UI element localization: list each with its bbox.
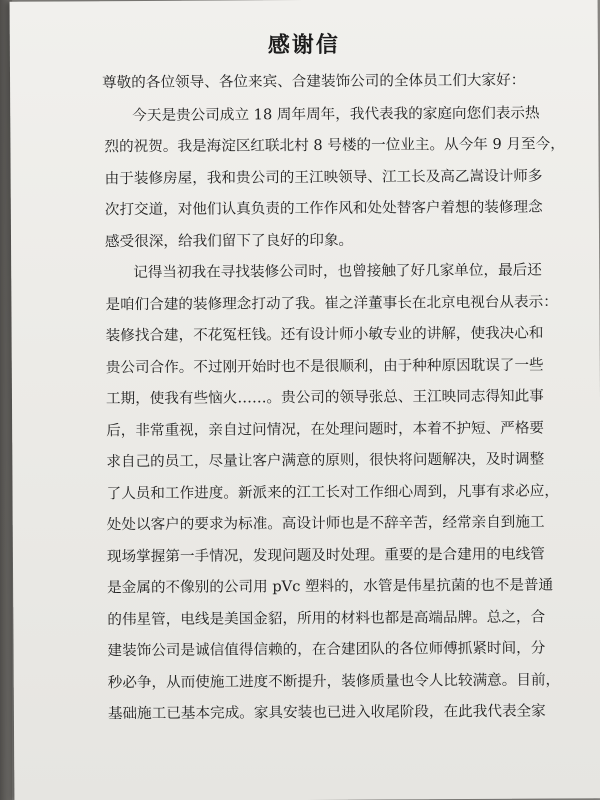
letter-page [10, 0, 600, 800]
letter-line: 次打交道，对他们认真负责的工作作风和处处替客户着想的装修理念 [104, 198, 543, 219]
letter-line: 感受很深，给我们留下了良好的印象。 [104, 231, 354, 250]
letter-line: 建装饰公司是诚信值得信赖的，在合建团队的各位师傅抓紧时间，分 [107, 639, 546, 660]
letter-line: 由于装修房屋，我和贵公司的王江映领导、江工长及高乙嵩设计师多 [104, 167, 543, 187]
letter-line: 后，非常重视，亲自过问情况，在处理问题时，本着不护短、严格要 [106, 419, 545, 439]
letter-line: 了人员和工作进度。新派来的江工长对工作细心周到，凡事有求必应， [106, 481, 560, 502]
letter-body [104, 64, 568, 729]
letter-line: 是金属的不像别的公司用 pVc 塑料的，水管是伟星抗菌的也不是普通 [107, 576, 554, 597]
letter-line: 基础施工已基本完成。家具安装也已进入收尾阶段，在此我代表全家 [107, 702, 546, 723]
letter-line: 装修找合建，不花冤枉钱。还有设计师小敏专业的讲解，使我决心和 [105, 324, 544, 345]
letter-title: 感谢信 [267, 32, 340, 59]
letter-line: 的伟星管，电线是美国金貂，所用的材料也都是高端品牌。总之，合 [107, 608, 546, 628]
letter-line: 处处以客户的要求为标准。高设计师也是不辞辛苦，经常亲自到施工 [106, 513, 545, 534]
letter-line: 贵公司合作。不过刚开始时也不是很顺利，由于种种原因耽误了一些 [105, 356, 544, 376]
letter-line: 是咱们合建的装修理念打动了我。崔之洋董事长在北京电视台从表示： [105, 292, 558, 313]
letter-line: 秒必争，从而使施工进度不断提升，装修质量也令人比较满意。目前， [107, 670, 561, 691]
letter-line: 工期，使我有些恼火……。贵公司的领导张总、王江映同志得知此事 [105, 387, 544, 408]
letter-line: 记得当初我在寻找装修公司时，也曾接触了好几家单位，最后还 [133, 261, 542, 282]
letter-line: 现场掌握第一手情况，发现问题及时处理。重要的是合建用的电线管 [106, 545, 545, 565]
letter-salutation: 尊敬的各位领导、各位来宾、合建装饰公司的全体员工们大家好： [102, 71, 526, 92]
letter-line: 今天是贵公司成立 18 周年周年，我代表我的家庭向您们表示热 [132, 104, 540, 124]
letter-line: 求自己的员工，尽量让客户满意的原则，很快将问题解决，及时调整 [106, 450, 545, 471]
letter-line: 烈的祝贺。我是海淀区红联北村 8 号楼的一位业主。从今年 9 月至今， [104, 135, 565, 156]
